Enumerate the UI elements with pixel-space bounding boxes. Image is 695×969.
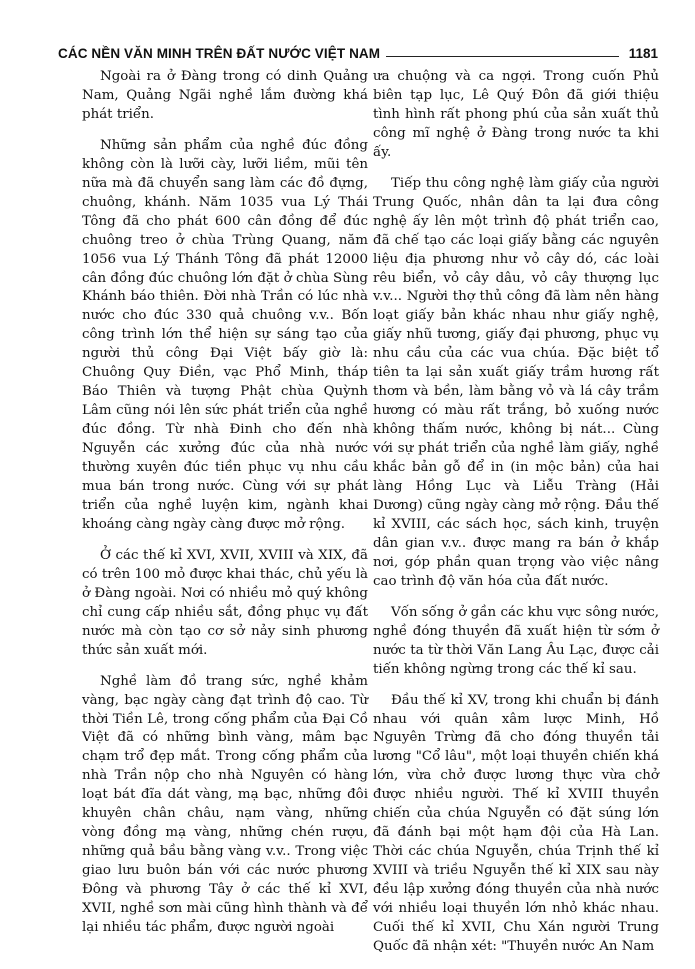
paragraph: Nghề làm đồ trang sức, nghề khảm vàng, bạc ngày càng đạt trình độ cao. Từ thời Tiền Lê, trong cống phẩm của Đại Cồ Việt đã có những bình vàng, mâm bạc chạm trổ đẹp mắt. Trong cống phẩm của nhà Trần nộp cho nhà Nguyên có hàng loạt bát đĩa dát vàng, mạ bạc, những đôi khuyên chân châu, nạm vàng, những vòng đồng mạ vàng, những chén rượu, những quả bầu bằng vàng v.v.. Trong việc giao lưu buôn bán với các nước phương Đông và phương Tây ở các thế kỉ XVI, XVII, nghề sơn mài cũng hình thành và để lại nhiều tác phẩm, được người ngoài [82, 673, 368, 935]
paragraph: Ở các thế kỉ XVI, XVII, XVIII và XIX, đã có trên 100 mỏ được khai thác, chủ yếu là ở Đàng ngoài. Nơi có nhiều mỏ quý không chỉ cung cấp nhiều sắt, đồng phục vụ đất nước mà còn tạo cơ sở nảy sinh phương thức sản xuất mới. [82, 547, 368, 658]
running-header [58, 39, 658, 61]
left-column [82, 68, 368, 950]
right-column [373, 68, 659, 969]
paragraph: Tiếp thu công nghệ làm giấy của người Trung Quốc, nhân dân ta lại đưa công nghệ ấy lên một trình độ phát triển cao, đã chế tạo các loại giấy bằng các nguyên liệu địa phương như vỏ cây dó, các loài rêu biển, vỏ cây dâu, vỏ cây thượng lục v.v... Người thợ thủ công đã làm nên hàng loạt giấy bản khác nhau như giấy nghệ, giấy nhũ tương, giấy đại phương, phục vụ nhu cầu của các vua chúa. Đặc biệt tổ tiên ta lại sản xuất giấy trầm hương rất thơm và bền, làm bằng vỏ và lá cây trầm hương có màu rất trắng, bỏ xuống nước không thấm nước, không bị nát... Cùng với sự phát triển của nghề làm giấy, nghề khắc bản gỗ để in (in mộc bản) của hai làng Hồng Lục và Liễu Tràng (Hải Dương) cũng ngày càng mở rộng. Đầu thế kỉ XVIII, các sách học, sách kinh, truyện dân gian v.v.. được mang ra bán ở khắp nơi, góp phần quan trọng vào việc nâng cao trình độ văn hóa của đất nước. [373, 175, 659, 589]
paragraph-continued: ưa chuộng và ca ngợi. Trong cuốn Phủ biên tạp lục, Lê Quý Đôn đã giới thiệu tình hình rất phong phú của sản xuất thủ công mĩ nghệ ở Đàng trong nước ta khi ấy. [373, 69, 659, 160]
paragraph: Đầu thế kỉ XV, trong khi chuẩn bị đánh nhau với quân xâm lược Minh, Hồ Nguyên Trừng đã cho đóng thuyền tải lương "Cổ lâu", một loại thuyền chiến khá lớn, vừa chở được lương thực vừa chở được nhiều người. Thế kỉ XVIII thuyền chiến của chúa Nguyễn có đặt súng lớn đã đánh bại một hạm đội của Hà Lan. Thời các chúa Nguyễn, chúa Trịnh thế kỉ XVIII và triều Nguyễn thế kỉ XIX sau này đều lập xưởng đóng thuyền của nhà nước với nhiều loại thuyền lớn nhỏ khác nhau. Cuối thế kỉ XVII, Chu Xán người Trung Quốc đã nhận xét: "Thuyền nước An Nam [373, 692, 659, 954]
paragraph: Vốn sống ở gần các khu vực sông nước, nghề đóng thuyền đã xuất hiện từ sớm ở nước ta từ thời Văn Lang Âu Lạc, được cải tiến không ngừng trong các thế kỉ sau. [373, 604, 659, 677]
paragraph: Ngoài ra ở Đàng trong có dinh Quảng Nam, Quảng Ngãi nghề lắm đường khá phát triển. [82, 69, 368, 122]
running-title: CÁC NỀN VĂN MINH TRÊN ĐẤT NƯỚC VIỆT NAM [58, 46, 381, 61]
page-number: 1181 [628, 46, 658, 61]
header-rule [386, 56, 619, 57]
paragraph: Những sản phẩm của nghề đúc đồng không còn là lưỡi cày, lưỡi liềm, mũi tên nữa mà đã chuyển sang làm các đồ đựng, chuông, khánh. Năm 1035 vua Lý Thái Tông đã cho phát 600 cân đồng để đúc chuông treo ở chùa Trùng Quang, năm 1056 vua Lý Thánh Tông đã phát 12000 cân đồng đúc chuông lớn đặt ở chùa Sùng Khánh báo thiên. Đời nhà Trần có lúc nhà nước cho đúc 330 quả chuông v.v.. Bốn công trình lớn thể hiện sự sáng tạo của người thủ công Đại Việt bấy giờ là: Chuông Quy Điền, vạc Phổ Minh, tháp Báo Thiên và tượng Phật chùa Quỳnh Lâm cũng nói lên sức phát triển của nghề đúc đồng. Từ nhà Đinh cho đến nhà Nguyễn các xưởng đúc của nhà nước thường xuyên đúc tiền phục vụ nhu cầu mua bán trong nước. Cùng với sự phát triển của nghề luyện kim, ngành khai khoáng càng ngày càng được mở rộng. [82, 137, 368, 532]
